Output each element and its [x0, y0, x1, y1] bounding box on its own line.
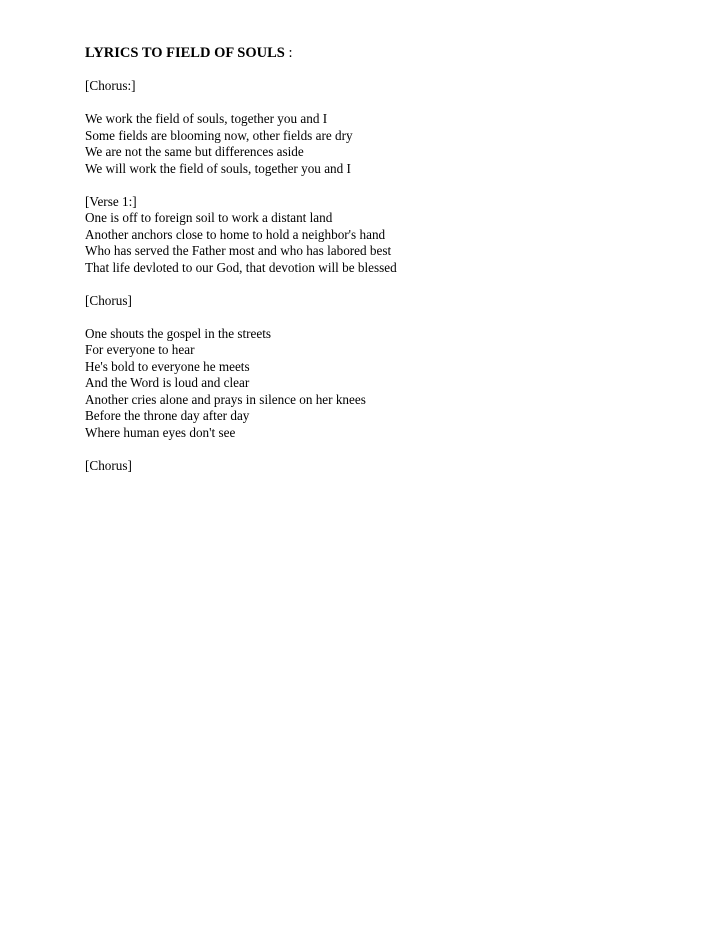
lyric-line: That life devloted to our God, that devotion will be blessed: [85, 259, 397, 275]
lyric-line: [Verse 1:]: [85, 193, 137, 209]
section-chorus: [85, 111, 685, 177]
lyric-line: [Chorus]: [85, 457, 132, 473]
lyric-line: One is off to foreign soil to work a distant land: [85, 210, 333, 225]
lyric-line: He's bold to everyone he meets: [85, 358, 250, 374]
lyric-line: For everyone to hear: [85, 342, 195, 357]
lyric-line: Some fields are blooming now, other fields are dry: [85, 127, 353, 143]
document-page: [85, 44, 685, 474]
document-title: [85, 44, 685, 62]
lyric-line: Another anchors close to home to hold a neighbor's hand: [85, 226, 386, 242]
spacer: [85, 62, 685, 78]
title-text: LYRICS TO FIELD OF SOULS: [85, 45, 285, 61]
section-verse-2: [85, 326, 685, 442]
lyric-line: One shouts the gospel in the streets: [85, 325, 272, 341]
spacer: [85, 309, 685, 326]
section-verse-1: [85, 194, 685, 277]
title-suffix: :: [284, 45, 293, 61]
spacer: [85, 441, 685, 458]
lyric-line: We work the field of souls, together you and I: [85, 111, 328, 126]
lyric-line: Who has served the Father most and who has labored best: [85, 243, 392, 258]
section-chorus-label: [85, 78, 685, 95]
lyric-line: We are not the same but differences aside: [85, 144, 304, 159]
lyric-line: And the Word is loud and clear: [85, 375, 250, 390]
lyric-line: Where human eyes don't see: [85, 424, 236, 440]
lyric-line: Another cries alone and prays in silence on her knees: [85, 391, 366, 407]
spacer: [85, 276, 685, 293]
section-chorus-ref-2: [85, 458, 685, 475]
lyric-line: [Chorus:]: [85, 78, 136, 93]
lyric-line: We will work the field of souls, together you and I: [85, 160, 351, 176]
lyric-line: Before the throne day after day: [85, 408, 250, 423]
lyric-line: [Chorus]: [85, 292, 132, 308]
spacer: [85, 177, 685, 194]
section-chorus-ref-1: [85, 293, 685, 310]
spacer: [85, 95, 685, 112]
